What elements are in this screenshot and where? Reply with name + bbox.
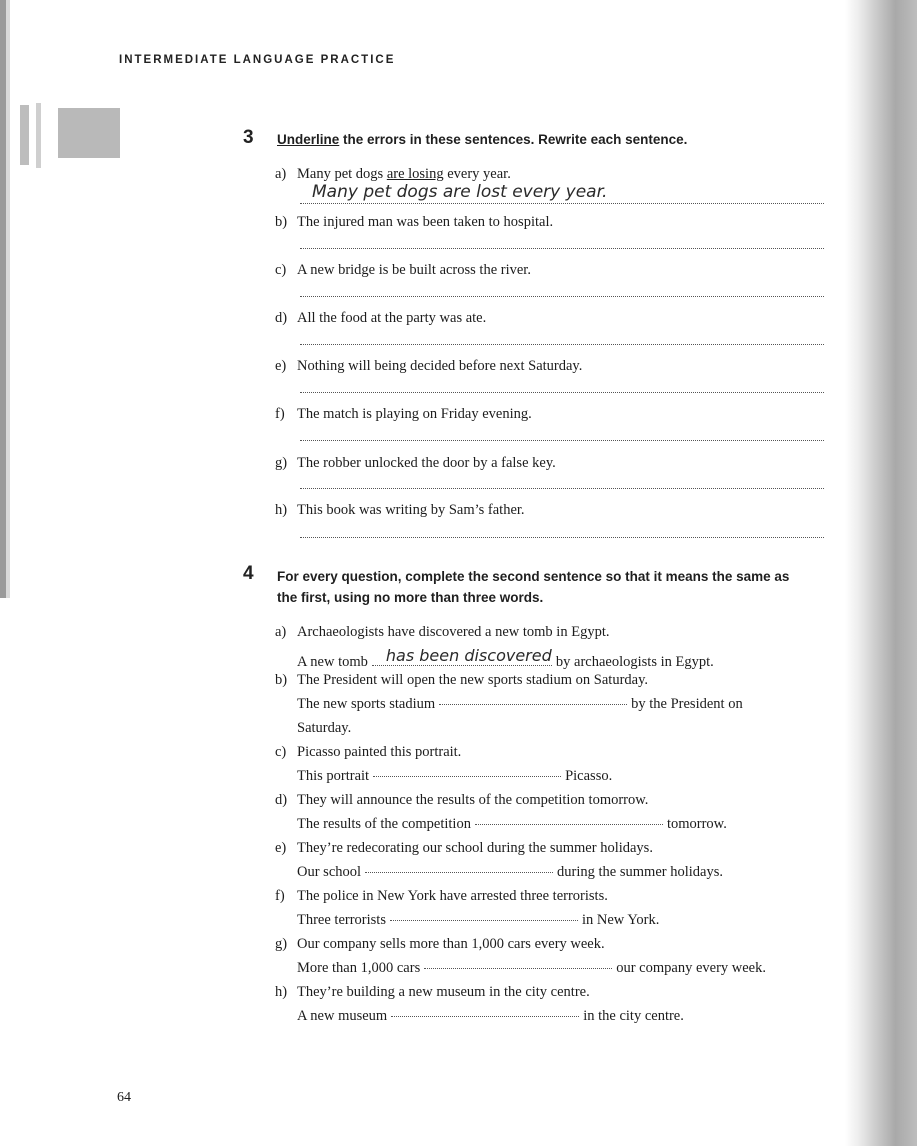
rewrite-continuation: Saturday. bbox=[297, 720, 352, 736]
rewrite-suffix: tomorrow. bbox=[666, 816, 727, 832]
instruction-text: the errors in these sentences. Rewrite each sentence. bbox=[339, 132, 688, 147]
answer-line[interactable] bbox=[300, 440, 824, 441]
answer-line[interactable] bbox=[300, 203, 824, 204]
item-sentence: All the food at the party was ate. bbox=[297, 310, 487, 326]
item-label: a) bbox=[275, 166, 287, 182]
rewrite-suffix: Picasso. bbox=[565, 768, 613, 784]
item-label: h) bbox=[275, 502, 288, 518]
item-label: f) bbox=[275, 888, 285, 904]
item-sentence: The robber unlocked the door by a false key. bbox=[297, 455, 556, 471]
sentence-part: every year. bbox=[443, 166, 511, 182]
answer-gap[interactable] bbox=[373, 776, 561, 777]
page-number: 64 bbox=[117, 1090, 131, 1105]
rewrite-suffix: in the city centre. bbox=[583, 1008, 684, 1024]
item-sentence: Picasso painted this portrait. bbox=[297, 744, 462, 760]
item-sentence bbox=[297, 165, 511, 183]
item-label: e) bbox=[275, 840, 287, 856]
rewrite-prefix: The new sports stadium bbox=[297, 696, 436, 712]
item-label: f) bbox=[275, 406, 285, 422]
answer-gap[interactable] bbox=[475, 824, 663, 825]
answer-line[interactable] bbox=[300, 344, 824, 345]
rewrite-prefix: More than 1,000 cars bbox=[297, 960, 421, 976]
answer-line[interactable] bbox=[300, 248, 824, 249]
item-sentence: They’re redecorating our school during the summer holidays. bbox=[297, 840, 653, 856]
item-label: b) bbox=[275, 672, 288, 688]
item-label: c) bbox=[275, 262, 287, 278]
exercise-4-rewrite bbox=[297, 959, 766, 977]
instruction-line: For every question, complete the second sentence so that it means the same as bbox=[277, 569, 790, 584]
running-header: INTERMEDIATE LANGUAGE PRACTICE bbox=[119, 54, 396, 66]
handwritten-answer: Many pet dogs are lost every year. bbox=[312, 182, 608, 202]
instruction-underline-word: Underline bbox=[277, 132, 340, 147]
answer-gap[interactable] bbox=[424, 968, 612, 969]
exercise-4-rewrite bbox=[297, 647, 714, 671]
exercise-3-number: 3 bbox=[243, 127, 254, 148]
rewrite-prefix: A new museum bbox=[297, 1008, 388, 1024]
item-label: d) bbox=[275, 792, 288, 808]
book-spine-shadow bbox=[845, 0, 917, 1146]
exercise-4-number: 4 bbox=[243, 563, 254, 584]
item-sentence: The police in New York have arrested three terrorists. bbox=[297, 888, 608, 904]
rewrite-prefix: Three terrorists bbox=[297, 912, 386, 928]
item-sentence: The injured man was been taken to hospital. bbox=[297, 214, 554, 230]
margin-bar bbox=[20, 105, 29, 165]
item-label: h) bbox=[275, 984, 288, 1000]
item-sentence: The match is playing on Friday evening. bbox=[297, 406, 532, 422]
rewrite-suffix: by archaeologists in Egypt. bbox=[555, 654, 714, 670]
exercise-4-rewrite bbox=[297, 815, 727, 833]
handwritten-answer: has been discovered bbox=[385, 646, 552, 665]
page-edge-left-shade bbox=[6, 0, 10, 598]
rewrite-suffix: by the President on bbox=[631, 696, 743, 712]
item-sentence: The President will open the new sports stadium on Saturday. bbox=[297, 672, 649, 688]
item-sentence: This book was writing by Sam’s father. bbox=[297, 502, 525, 518]
rewrite-suffix: during the summer holidays. bbox=[557, 864, 723, 880]
answer-gap[interactable] bbox=[391, 1016, 579, 1017]
margin-gray-box bbox=[58, 108, 120, 158]
item-sentence: A new bridge is be built across the river. bbox=[297, 262, 531, 278]
answer-line[interactable] bbox=[300, 392, 824, 393]
item-label: c) bbox=[275, 744, 287, 760]
item-sentence: They’re building a new museum in the city centre. bbox=[297, 984, 590, 1000]
item-label: a) bbox=[275, 624, 287, 640]
rewrite-prefix: A new tomb bbox=[297, 654, 368, 670]
rewrite-suffix: our company every week. bbox=[616, 960, 766, 976]
exercise-4-rewrite bbox=[297, 1007, 684, 1025]
item-sentence: Archaeologists have discovered a new tomb in Egypt. bbox=[297, 624, 610, 640]
item-label: g) bbox=[275, 455, 288, 471]
item-label: d) bbox=[275, 310, 288, 326]
exercise-3-instruction bbox=[277, 129, 687, 150]
rewrite-suffix: in New York. bbox=[581, 912, 660, 928]
item-label: e) bbox=[275, 358, 287, 374]
item-sentence: They will announce the results of the competition tomorrow. bbox=[297, 792, 649, 808]
item-sentence: Nothing will being decided before next Saturday. bbox=[297, 358, 583, 374]
answer-gap[interactable] bbox=[439, 704, 627, 705]
exercise-4-rewrite bbox=[297, 863, 723, 881]
exercise-4-rewrite bbox=[297, 695, 743, 713]
exercise-4-instruction bbox=[277, 566, 789, 608]
item-label: g) bbox=[275, 936, 288, 952]
underlined-error: are losing bbox=[386, 166, 444, 182]
exercise-4-rewrite bbox=[297, 911, 659, 929]
margin-bar bbox=[36, 103, 41, 168]
answer-line[interactable] bbox=[300, 537, 824, 538]
sentence-part: Many pet dogs bbox=[297, 166, 387, 182]
answer-gap[interactable] bbox=[372, 647, 552, 666]
item-label: b) bbox=[275, 214, 288, 230]
answer-line[interactable] bbox=[300, 296, 824, 297]
rewrite-prefix: Our school bbox=[297, 864, 362, 880]
instruction-line: the first, using no more than three words. bbox=[277, 590, 544, 605]
answer-line[interactable] bbox=[300, 488, 824, 489]
rewrite-prefix: The results of the competition bbox=[297, 816, 471, 832]
item-sentence: Our company sells more than 1,000 cars every week. bbox=[297, 936, 605, 952]
answer-gap[interactable] bbox=[365, 872, 553, 873]
rewrite-prefix: This portrait bbox=[297, 768, 370, 784]
answer-gap[interactable] bbox=[390, 920, 578, 921]
exercise-4-rewrite bbox=[297, 767, 612, 785]
